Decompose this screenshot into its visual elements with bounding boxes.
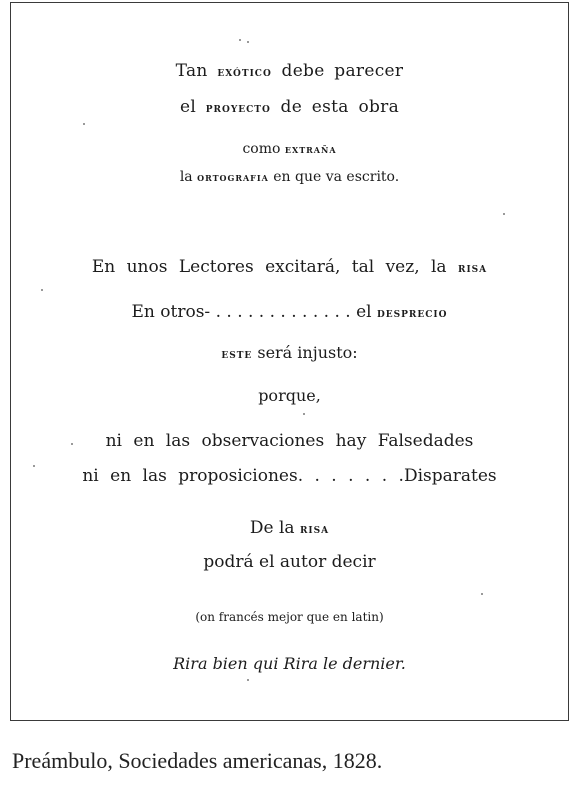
- text-line: ni en las observaciones hay Falsedades: [105, 431, 474, 451]
- ink-speck: [247, 41, 249, 43]
- text-line: Tan exótico debe parecer: [175, 61, 404, 81]
- ink-speck: [503, 213, 505, 215]
- text-line: En unos Lectores excitará, tal vez, la risa: [91, 257, 488, 277]
- text-line: el proyecto de esta obra: [179, 97, 400, 117]
- text-line: este será injusto:: [221, 343, 358, 362]
- figure-caption: Preámbulo, Sociedades americanas, 1828.: [12, 748, 383, 773]
- text-line: como extraña: [242, 141, 337, 157]
- ink-speck: [481, 593, 483, 595]
- text-line: De la risa: [249, 518, 330, 538]
- ink-speck: [41, 289, 43, 291]
- ink-speck: [239, 39, 241, 41]
- ink-speck: [33, 465, 35, 467]
- ink-speck: [83, 123, 85, 125]
- text-line: ni en las proposiciones. . . . . . .Disparates: [82, 466, 497, 486]
- ink-speck: [247, 679, 249, 681]
- ink-speck: [71, 443, 73, 445]
- text-line: En otros- . . . . . . . . . . . . . el desprecio: [131, 302, 448, 322]
- text-line: podrá el autor decir: [203, 552, 376, 572]
- text-line: Rira bien qui Rira le dernier.: [173, 654, 406, 673]
- text-line: (on francés mejor que en latin): [195, 610, 384, 624]
- text-line: la ortografia en que va escrito.: [179, 169, 400, 185]
- ink-speck: [303, 413, 305, 415]
- document-page: [10, 2, 569, 721]
- text-line: porque,: [258, 386, 321, 405]
